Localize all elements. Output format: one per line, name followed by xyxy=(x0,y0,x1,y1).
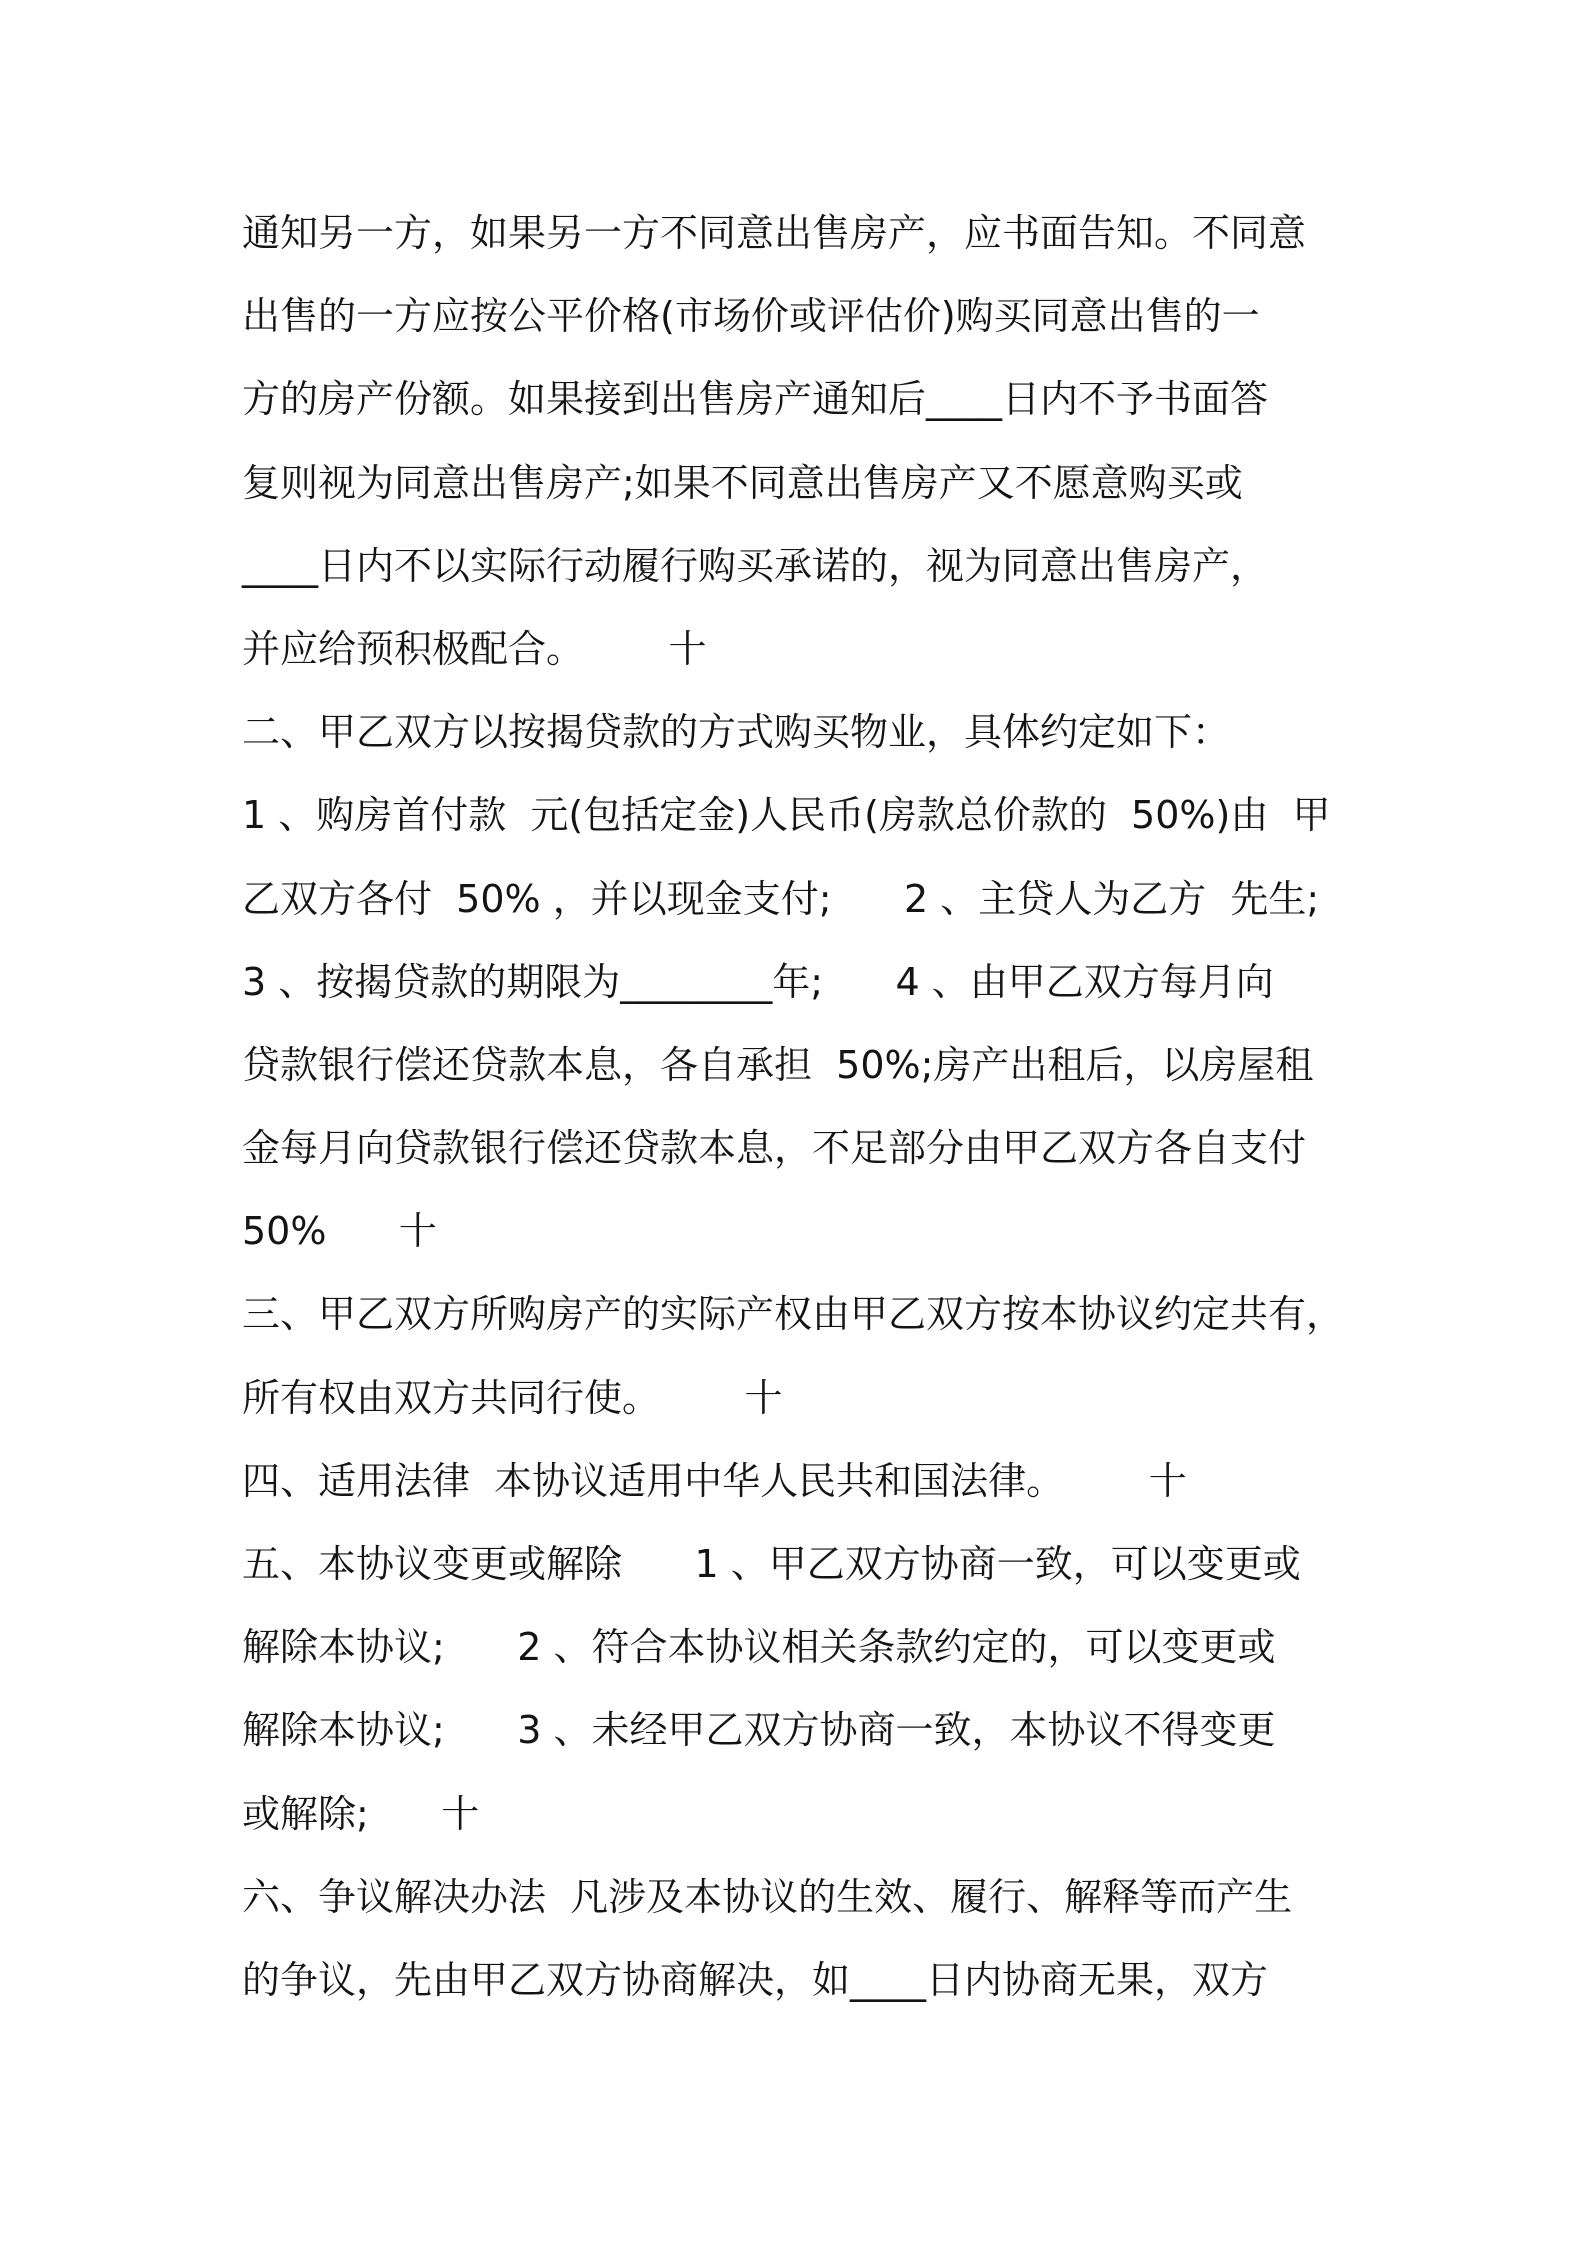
text-line: 或解除; 十 xyxy=(242,1791,480,1836)
text-line: 3 、按揭贷款的期限为________年; 4 、由甲乙双方每月向 xyxy=(242,959,1274,1004)
text-line: 贷款银行偿还贷款本息，各自承担 50%;房产出租后，以房屋租 xyxy=(242,1042,1314,1087)
text-line: 通知另一方，如果另一方不同意出售房产，应书面告知。不同意 xyxy=(242,211,1307,255)
text-line: 金每月向贷款银行偿还贷款本息，不足部分由甲乙双方各自支付 xyxy=(242,1126,1307,1171)
contract-body xyxy=(242,192,1372,2022)
text-line: 乙双方各付 50% ，并以现金支付; 2 、主贷人为乙方 先生; xyxy=(242,876,1320,921)
text-line: 解除本协议; 2 、符合本协议相关条款约定的，可以变更或 xyxy=(242,1625,1276,1670)
section-heading-4: 四、适用法律 本协议适用中华人民共和国法律。 十 xyxy=(242,1458,1187,1503)
text-line: 1 、购房首付款 元(包括定金)人民币(房款总价款的 50%)由 甲 xyxy=(242,793,1331,838)
text-line: 出售的一方应按公平价格(市场价或评估价)购买同意出售的一 xyxy=(242,294,1260,339)
section-heading-6: 六、争议解决办法 凡涉及本协议的生效、履行、解释等而产生 xyxy=(242,1874,1293,1919)
text-line: 所有权由双方共同行使。 十 xyxy=(242,1375,783,1420)
section-heading-2: 二、甲乙双方以按揭贷款的方式购买物业，具体约定如下： xyxy=(242,710,1231,755)
section-heading-5: 五、本协议变更或解除 1 、甲乙双方协商一致，可以变更或 xyxy=(242,1542,1301,1586)
text-line: 解除本协议; 3 、未经甲乙双方协商一致，本协议不得变更 xyxy=(242,1708,1276,1753)
text-line: ____日内不以实际行动履行购买承诺的，视为同意出售房产， xyxy=(242,543,1269,588)
text-line: 的争议，先由甲乙双方协商解决，如____日内协商无果，双方 xyxy=(242,1957,1269,2002)
text-line: 并应给预积极配合。 十 xyxy=(242,626,707,671)
text-line: 方的房产份额。如果接到出售房产通知后____日内不予书面答 xyxy=(242,377,1269,422)
section-heading-3: 三、甲乙双方所购房产的实际产权由甲乙双方按本协议约定共有， xyxy=(242,1292,1345,1337)
text-line: 复则视为同意出售房产;如果不同意出售房产又不愿意购买或 xyxy=(242,460,1243,505)
text-line: 50% 十 xyxy=(242,1209,437,1254)
